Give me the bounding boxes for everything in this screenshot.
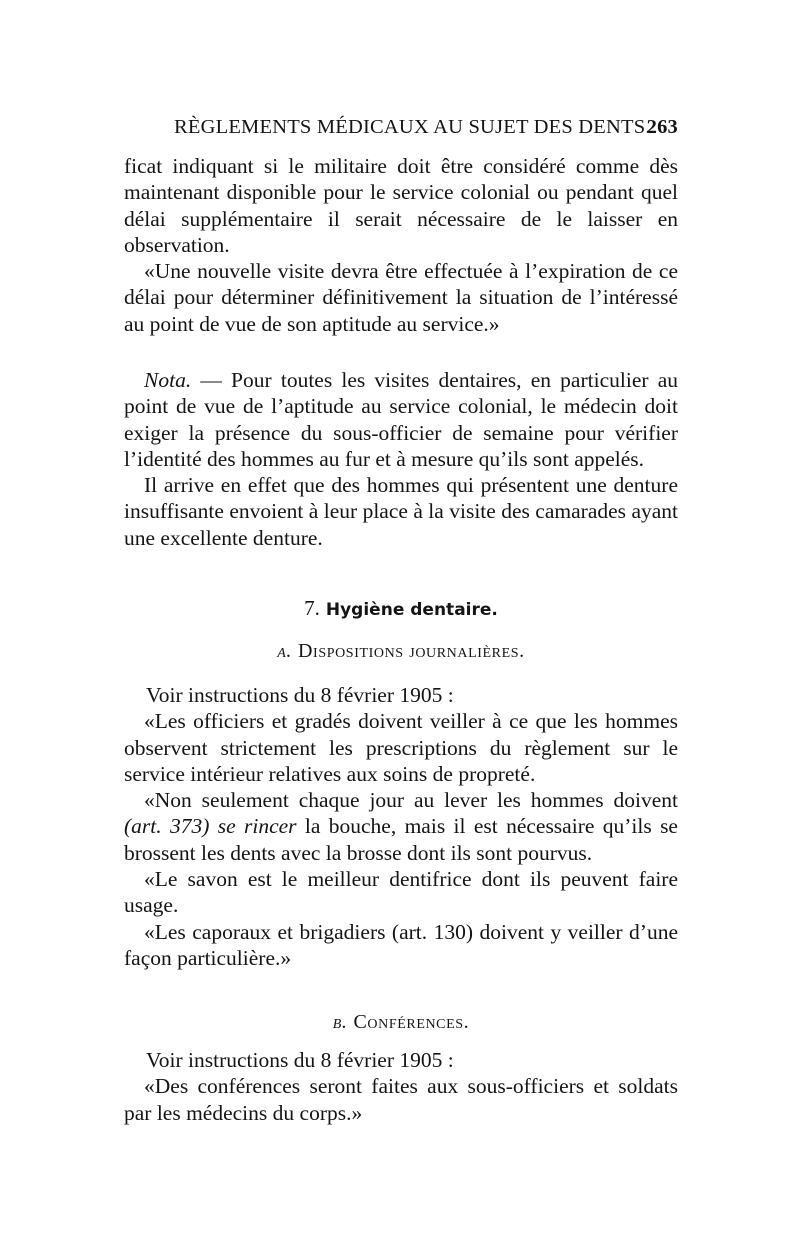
instruction-reference-b: Voir instructions du 8 février 1905 :	[146, 1048, 454, 1072]
paragraph-conferences: «Des conférences seront faites aux sous-officiers et soldats par les médecins du corps.»	[124, 1074, 678, 1125]
subsection-a-title: Dispositions journalières.	[298, 640, 525, 662]
running-title: RÈGLEMENTS MÉDICAUX AU SUJET DES DENTS.	[174, 116, 651, 138]
paragraph-brushing: «Non seulement chaque jour au lever les hommes doivent (art. 373) se rincer la bouche, mais il est nécessaire qu’ils se brossent les dents avec la brosse dont ils sont pourvus.	[124, 788, 678, 865]
subsection-a-letter: a.	[277, 640, 293, 662]
subsection-b-letter: b.	[332, 1011, 348, 1033]
top-paragraphs	[124, 153, 678, 337]
paragraph-new-visit: «Une nouvelle visite devra être effectuée à l’expiration de ce délai pour déterminer définitivement la situation de l’intéressé au point de vue de son aptitude au service.»	[124, 259, 678, 336]
nota-paragraph	[124, 367, 678, 472]
subsection-a-heading	[124, 640, 678, 663]
paragraph-corporals: «Les caporaux et brigadiers (art. 130) doivent y veiller d’une façon particulière.»	[124, 919, 678, 970]
running-header	[124, 116, 678, 142]
section-a-body	[124, 682, 678, 971]
nota-continuation: Il arrive en effet que des hommes qui présentent une denture insuffisante envoient à leur place à la visite des camarades ayant une excellente denture.	[124, 473, 678, 550]
page-number: 263	[646, 116, 678, 138]
article-reference: (art. 373) se rincer	[124, 814, 297, 839]
paragraph-soap: «Le savon est le meilleur dentifrice dont ils peuvent faire usage.	[124, 867, 678, 918]
paragraph-officers: «Les officiers et gradés doivent veiller à ce que les hommes observent strictement les prescriptions du règlement sur le service intérieur relatives aux soins de propreté.	[124, 709, 678, 786]
nota-block	[124, 367, 678, 551]
paragraph-continued: ficat indiquant si le militaire doit être considéré comme dès maintenant disponible pour le service colonial ou pendant quel délai supplémentaire il serait nécessaire de le laisser en observation.	[124, 154, 678, 257]
subsection-b-title: Conférences.	[353, 1011, 470, 1033]
subsection-b-heading	[124, 1011, 678, 1034]
section-number: 7.	[304, 596, 320, 620]
instruction-reference: Voir instructions du 8 février 1905 :	[146, 683, 454, 707]
section-heading	[124, 596, 678, 621]
nota-text: — Pour toutes les visites dentaires, en particulier au point de vue de l’aptitude au service colonial, le médecin doit exiger la présence du sous-officier de semaine pour vérifier l’identité des hommes au fur et à mesure qu’ils sont appelés.	[124, 368, 678, 471]
section-title: Hygiène dentaire.	[325, 600, 498, 620]
nota-label: Nota.	[144, 368, 192, 392]
section-b-body	[124, 1047, 678, 1126]
